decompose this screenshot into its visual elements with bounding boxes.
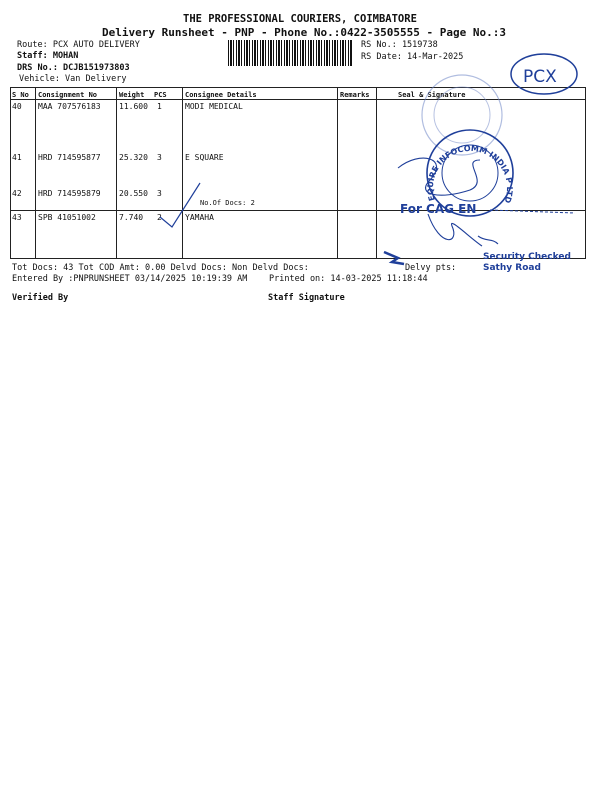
cell-pcs: 3 [157, 189, 162, 198]
drs-number: DRS No.: DCJB151973803 [17, 63, 130, 73]
cell-pcs: 1 [157, 102, 162, 111]
signature-scribble [428, 214, 498, 246]
location-stamp: Sathy Road [483, 263, 541, 273]
totals-line: Tot Docs: 43 Tot COD Amt: 0.00 Delvd Docs: Non Delvd Docs: [12, 263, 309, 273]
cell-pcs: 2 [157, 213, 162, 222]
security-checked-stamp: Security Checked [483, 252, 571, 262]
vehicle-label: Vehicle: Van Delivery [19, 74, 127, 84]
column-header-seal: Seal & Signature [398, 91, 466, 99]
column-header-consignment: Consignment No [38, 91, 98, 99]
column-header-weight: Weight [119, 91, 145, 99]
pcx-stamp-text: PCX [523, 67, 557, 87]
company-title: THE PROFESSIONAL COURIERS, COIMBATORE [183, 13, 417, 25]
column-header-pcs: PCS [154, 91, 167, 99]
for-cag-stamp: For CAG EN [400, 202, 477, 216]
seal-round-text: EQUIRE INFOCOMM INDIA P LTD [425, 143, 515, 205]
cell-weight: 20.550 [119, 189, 148, 198]
cell-sno: 40 [12, 102, 22, 111]
cell-note: No.Of Docs: 2 [200, 199, 255, 207]
faded-seal-inner-icon [434, 87, 490, 143]
cell-pcs: 3 [157, 153, 162, 162]
cell-consignment: HRD 714595879 [38, 189, 101, 198]
runsheet-subtitle: Delivery Runsheet - PNP - Phone No.:0422-3505555 - Page No.:3 [102, 26, 506, 39]
rs-number: RS No.: 1519738 [361, 40, 438, 50]
cell-weight: 11.600 [119, 102, 148, 111]
cell-sno: 41 [12, 153, 22, 162]
check-mark-icon [160, 183, 200, 227]
verified-by: Verified By [12, 293, 69, 303]
column-header-consignee: Consignee Details [185, 91, 257, 99]
cell-consignment: SPB 41051002 [38, 213, 96, 222]
stamp-underline [490, 210, 575, 213]
cell-consignee: YAMAHA [185, 213, 214, 222]
printed-on: Printed on: 14-03-2025 11:18:44 [269, 274, 428, 284]
delivery-points: Delvy pts: [405, 263, 457, 273]
cell-sno: 43 [12, 213, 22, 222]
cell-sno: 42 [12, 189, 22, 198]
cell-consignment: HRD 714595877 [38, 153, 101, 162]
column-header-remarks: Remarks [340, 91, 370, 99]
cell-weight: 7.740 [119, 213, 144, 222]
cell-weight: 25.320 [119, 153, 148, 162]
ink-mark [384, 252, 404, 264]
entered-by: Entered By :PNPRUNSHEET 03/14/2025 10:19:39 AM [12, 274, 248, 284]
cell-consignee: E SQUARE [185, 153, 224, 162]
staff-label: Staff: MOHAN [17, 51, 79, 61]
cell-consignee: MODI MEDICAL [185, 102, 243, 111]
route-label: Route: PCX AUTO DELIVERY [17, 40, 140, 50]
staff-signature-label: Staff Signature [268, 293, 345, 303]
column-header-sno: S No [12, 91, 29, 99]
rs-date: RS Date: 14-Mar-2025 [361, 52, 464, 62]
cell-consignment: MAA 707576183 [38, 102, 101, 111]
